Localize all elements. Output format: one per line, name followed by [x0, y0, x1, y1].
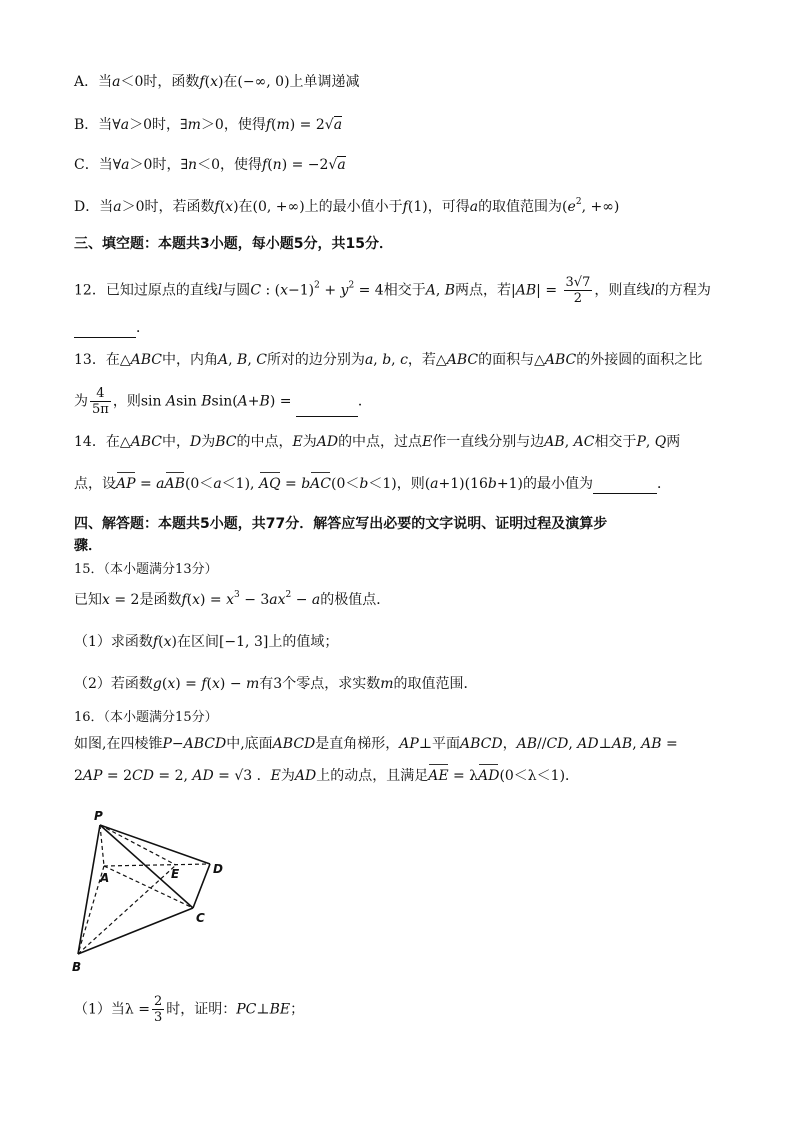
pyramid-figure — [70, 808, 240, 978]
option-a: A．当a＜0时，函数f(x)在(−∞, 0)上单调递减 — [74, 74, 360, 90]
question-15-part-1: （1）求函数f(x)在区间[−1, 3]上的值域； — [74, 634, 339, 650]
label-e: E — [171, 867, 180, 881]
edge-bc — [78, 908, 193, 954]
question-14-answer-blank[interactable] — [593, 479, 657, 494]
section-4-heading-line2: 骤． — [74, 538, 102, 554]
question-12-answer-blank[interactable]: ． — [74, 318, 150, 338]
question-13-answer-blank[interactable] — [296, 402, 358, 417]
option-c: C．当∀a＞0时，∃n＜0，使得f(n) = −2√a — [74, 157, 346, 173]
question-14: 14．在△ABC中，D为BC的中点，E为AD的中点，过点E作一直线分别与边AB, AC相交于P, Q两 — [74, 434, 681, 450]
section-4-heading-line1: 四、解答题：本题共5小题，共77分．解答应写出必要的文字说明、证明过程及演算步 — [74, 516, 608, 532]
label-d: D — [213, 862, 223, 876]
option-b: B．当∀a＞0时，∃m＞0，使得f(m) = 2√a — [74, 117, 343, 133]
question-13-cont: 为 $\frac{4}{5\pi}$ ，则sin Asin Bsin(A+B) = ． — [74, 386, 372, 417]
question-12: 12．已知过原点的直线l与圆C : $(x-1)^2 + y^2 = 4$相交于A, B两点，若|AB| = $\frac{3√7}{2}$ ，则直线l的方程为 — [74, 275, 711, 306]
question-14-cont: 点，设AP = aAB(0＜a＜1), AQ = bAC(0＜b＜1)，则(a+1)(16b+1)的最小值为 ． — [74, 476, 671, 492]
question-15-header: 15．（本小题满分13分） — [74, 562, 218, 577]
question-16-header: 16．（本小题满分15分） — [74, 710, 218, 725]
question-14-number: 14． — [74, 434, 106, 450]
label-c: C — [196, 911, 205, 925]
edge-ad — [104, 864, 210, 866]
edge-pd — [100, 825, 210, 864]
label-b: B — [72, 960, 82, 974]
question-15-part-2: （2）若函数g(x) = f(x) − m有3个零点，求实数m的取值范围． — [74, 676, 478, 692]
option-d: D．当a＞0时，若函数f(x)在(0, +∞)上的最小值小于f(1)，可得a的取值范围为($e^2$, +∞) — [74, 197, 620, 215]
question-16-intro-line1: 如图,在四棱锥P−ABCD中,底面ABCD是直角梯形，AP⊥平面ABCD，AB//CD, AD⊥AB, AB = — [74, 736, 678, 752]
section-3-heading: 三、填空题：本题共3小题，每小题5分，共15分． — [74, 236, 393, 252]
question-12-number: 12． — [74, 282, 106, 299]
edge-pa — [100, 825, 104, 866]
label-p: P — [94, 809, 103, 823]
question-16-intro-line2: 2AP = 2CD = 2, AD = √3 ．E为AD上的动点，且满足AE = λAD(0＜λ＜1)． — [74, 768, 580, 784]
edge-cd — [193, 864, 210, 908]
question-15-intro: 已知x = 2是函数$f(x) = x^3 - 3ax^2 - a$的极值点． — [74, 590, 391, 608]
question-13: 13．在△ABC中，内角A, B, C所对的边分别为a, b, c，若△ABC的面积与△ABC的外接圆的面积之比 — [74, 352, 703, 368]
edge-ac — [104, 866, 193, 908]
label-a: A — [100, 871, 110, 885]
question-16-part-1: （1）当λ = $\frac{2}{3}$ 时，证明：PC⊥BE； — [74, 994, 305, 1025]
question-13-number: 13． — [74, 352, 106, 368]
edge-be — [78, 865, 176, 954]
